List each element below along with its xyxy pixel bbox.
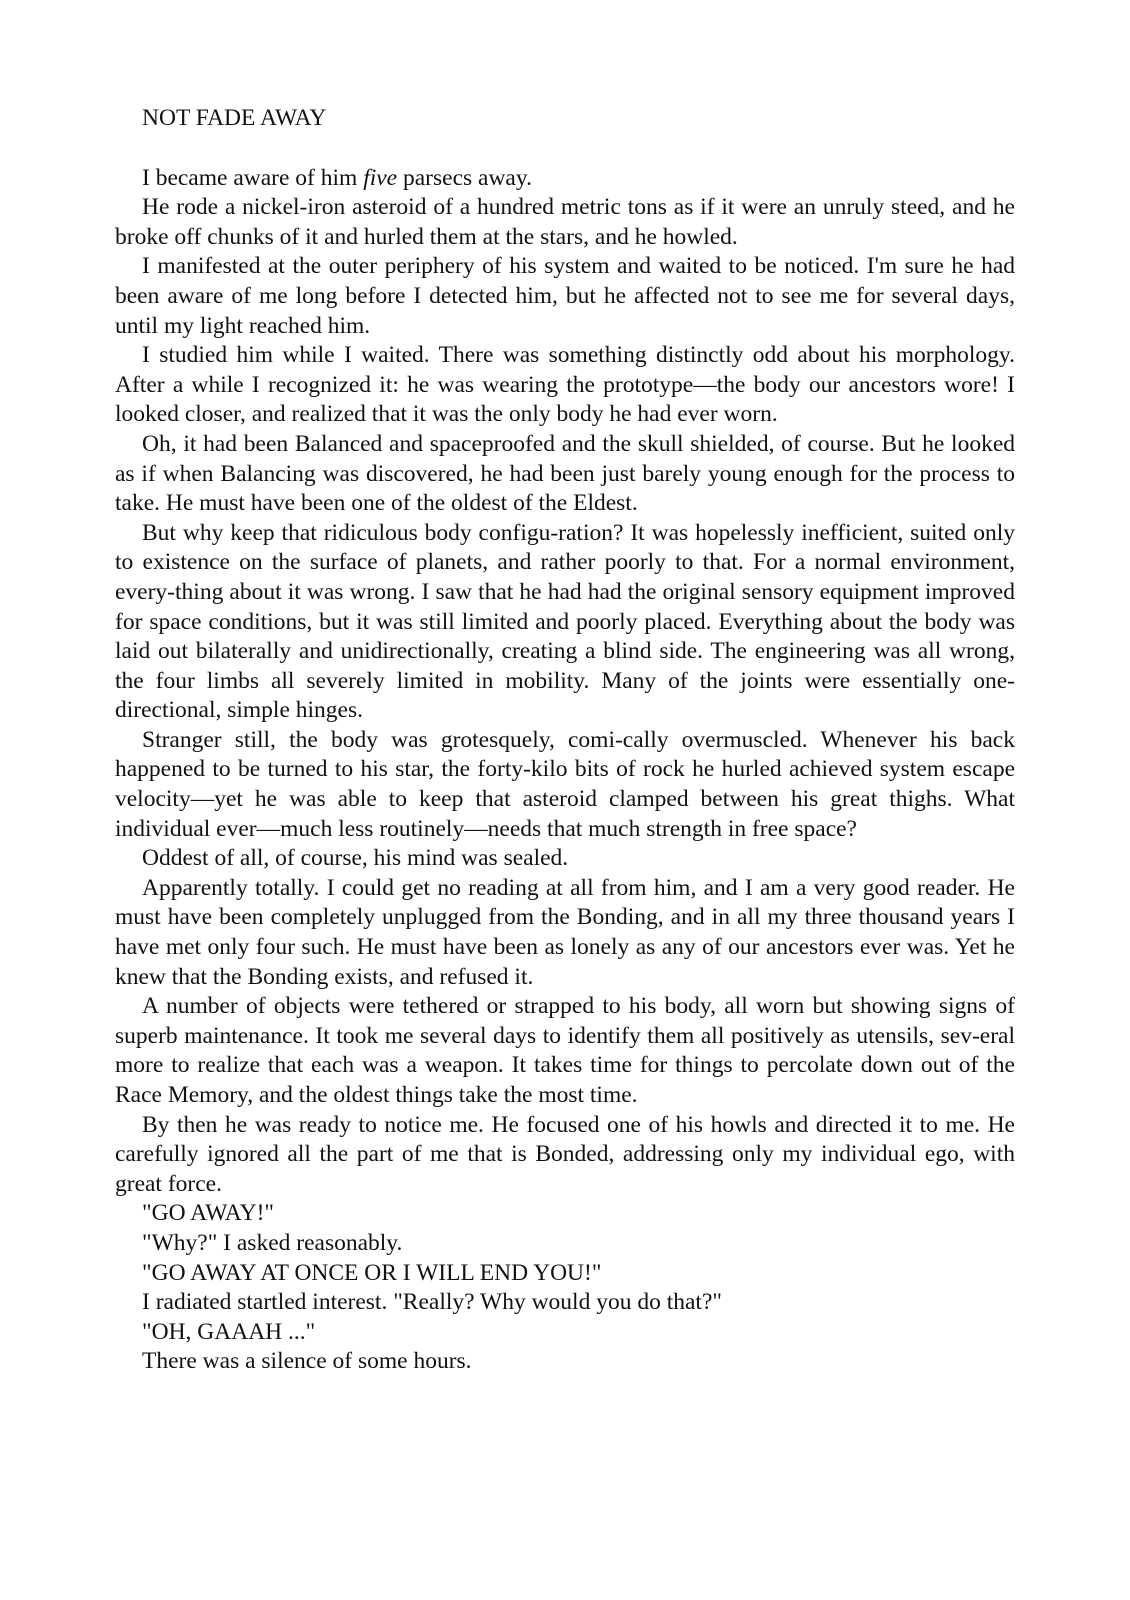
paragraph — [115, 726, 1015, 844]
chapter-body — [115, 164, 1015, 1377]
text-segment: I became aware of him — [142, 164, 364, 191]
paragraph — [115, 341, 1015, 430]
text-segment: I radiated startled interest. "Really? Why would you do that?" — [142, 1289, 722, 1316]
text-segment: There was a silence of some hours. — [142, 1348, 472, 1375]
text-segment: Oddest of all, of course, his mind was sealed. — [142, 845, 569, 872]
text-segment: "GO AWAY AT ONCE OR I WILL END YOU!" — [142, 1259, 602, 1286]
chapter-title: NOT FADE AWAY — [142, 105, 327, 131]
text-segment: I studied him while I waited. There was something distinctly odd about his morphology. After a while I recognized it: he was wearing the prototype—the body our ancestors wore! I looked closer, and realized that it was the only body he had ever worn. — [115, 342, 1015, 428]
dialogue-line — [115, 1259, 1015, 1289]
text-segment: By then he was ready to notice me. He focused one of his howls and directed it to me. He carefully ignored all the part of me that is Bonded, addressing only my individual ego, with great force. — [115, 1111, 1015, 1197]
text-segment: "OH, GAAAH ..." — [142, 1318, 316, 1345]
paragraph — [115, 844, 1015, 874]
text-segment: A number of objects were tethered or strapped to his body, all worn but showing signs of superb maintenance. It took me several days to identify them all positively as utensils, sev-eral more to realize that each was a weapon. It takes time for things to percolate down out of the Race Memory, and the oldest things take the most time. — [115, 993, 1015, 1108]
text-segment: Oh, it had been Balanced and spaceproofed and the skull shielded, of course. But he looked as if when Balancing was discovered, he had been just barely young enough for the process to take. He must have been one of the oldest of the Eldest. — [115, 430, 1015, 517]
paragraph — [115, 164, 1015, 194]
italic-text: five — [363, 164, 398, 191]
document-page — [115, 104, 1015, 1377]
text-segment: "GO AWAY!" — [142, 1200, 274, 1227]
text-segment: parsecs away. — [397, 164, 532, 191]
text-segment: But why keep that ridiculous body configu-ration? It was hopelessly inefficient, suited only to existence on the surface of planets, and rather poorly to that. For a normal environment, every-thing about it was wrong. I saw that he had had the original sensory equipment improved for space conditions, but it was still limited and poorly placed. Everything about the body was laid out bilaterally and unidirectionally, creating a blind side. The engineering was all wrong, the four limbs all severely limited in mobility. Many of the joints were essentially one-directional, simple hinges. — [115, 519, 1015, 724]
dialogue-line — [115, 1347, 1015, 1377]
paragraph — [115, 252, 1015, 341]
text-segment: He rode a nickel-iron asteroid of a hundred metric tons as if it were an unruly steed, and he broke off chunks of it and hurled them at the stars, and he howled. — [115, 194, 1015, 250]
dialogue-line — [115, 1318, 1015, 1348]
paragraph — [115, 992, 1015, 1110]
text-segment: Stranger still, the body was grotesquely, comi-cally overmuscled. Whenever his back happened to be turned to his star, the forty-kilo bits of rock he hurled achieved system escape velocity—yet he was able to keep that asteroid clamped between his great thighs. What individual ever—much less routinely—needs that much strength in free space? — [115, 726, 1015, 842]
paragraph — [115, 193, 1015, 252]
paragraph — [115, 1111, 1015, 1200]
dialogue-line — [115, 1199, 1015, 1229]
text-segment: I manifested at the outer periphery of his system and waited to be noticed. I'm sure he had been aware of me long before I detected him, but he affected not to see me for several days, until my light reached him. — [115, 253, 1015, 339]
dialogue-line — [115, 1229, 1015, 1259]
text-segment: "Why?" I asked reasonably. — [142, 1229, 403, 1256]
dialogue-line — [115, 1288, 1015, 1318]
paragraph — [115, 874, 1015, 992]
paragraph — [115, 519, 1015, 726]
text-segment: Apparently totally. I could get no reading at all from him, and I am a very good reader. He must have been completely unplugged from the Bonding, and in all my three thousand years I have met only four such. He must have been as lonely as any of our ancestors ever was. Yet he knew that the Bonding exists, and refused it. — [115, 874, 1015, 990]
paragraph — [115, 430, 1015, 519]
